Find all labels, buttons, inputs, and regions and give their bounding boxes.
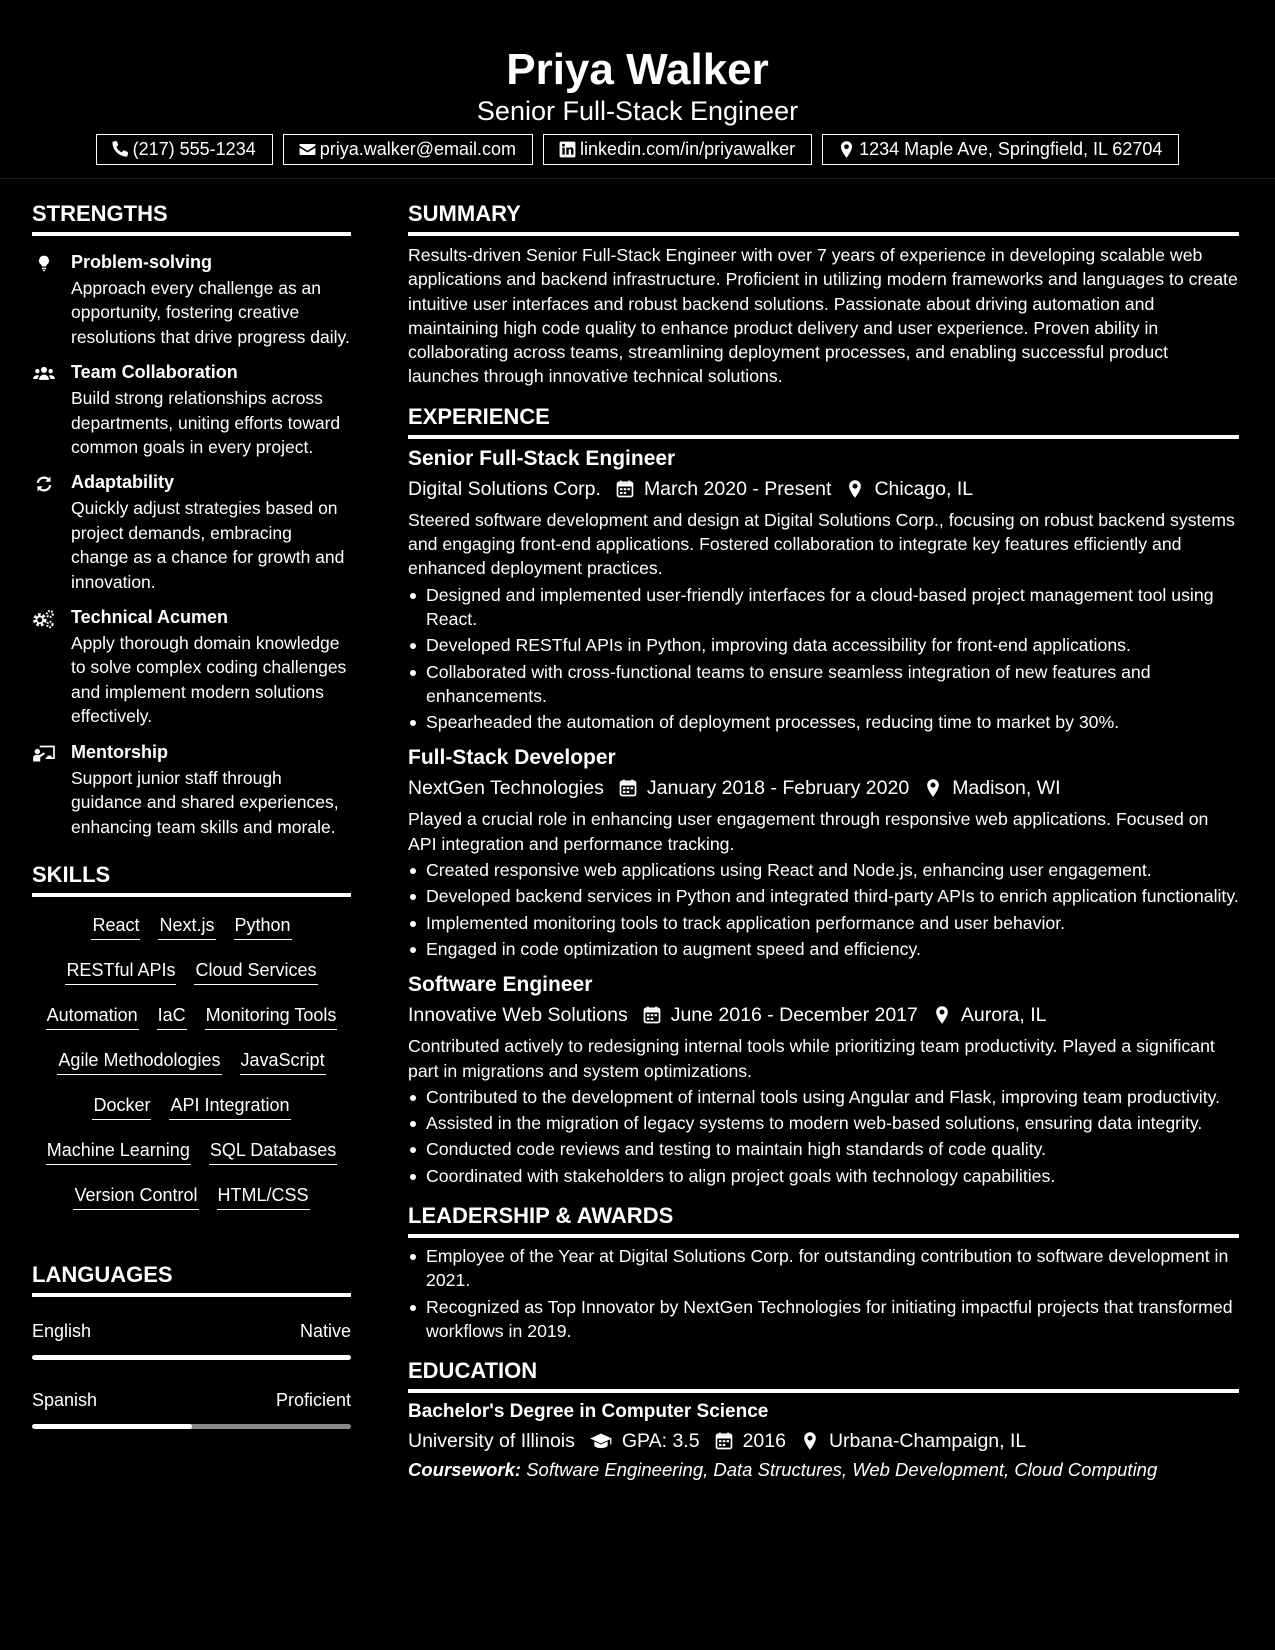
award-item: Employee of the Year at Digital Solutions Corp. for outstanding contribution to software development in 2021. [408, 1244, 1239, 1293]
job-dates: January 2018 - February 2020 [646, 777, 910, 800]
job-bullets [408, 858, 1239, 961]
skills-row [32, 913, 351, 958]
skills-row [32, 1093, 351, 1138]
map-pin-icon [923, 778, 943, 798]
language-item [32, 1319, 351, 1388]
language-bar [32, 1424, 351, 1429]
job-company: NextGen Technologies [408, 777, 604, 800]
envelope-icon [298, 140, 317, 159]
job-bullet: Engaged in code optimization to augment speed and efficiency. [408, 937, 1239, 961]
job-entry [408, 744, 1239, 961]
job-entry [408, 971, 1239, 1188]
linkedin-icon [558, 140, 577, 159]
calendar-icon [642, 1005, 662, 1025]
leadership-list [408, 1244, 1239, 1343]
map-pin-icon [837, 140, 856, 159]
job-description: Contributed actively to redesigning internal tools while prioritizing team productivity. Played a significant part in migrations and system optimizations. [408, 1036, 1215, 1081]
language-level: Proficient [275, 1389, 351, 1410]
experience-heading: EXPERIENCE [408, 403, 1239, 439]
job-bullet: Implemented monitoring tools to track application performance and user behavior. [408, 911, 1239, 935]
job-bullet: Developed RESTful APIs in Python, improving data accessibility for front-end applications. [408, 633, 1239, 657]
job-bullet: Created responsive web applications using React and Node.js, enhancing user engagement. [408, 858, 1239, 882]
language-bar [32, 1355, 351, 1360]
strength-item [32, 471, 351, 594]
skill-tag: IaC [157, 1003, 187, 1030]
summary-heading: SUMMARY [408, 200, 1239, 236]
job-bullets [408, 1085, 1239, 1188]
contact-address[interactable] [822, 134, 1179, 165]
strength-title: Mentorship [71, 741, 168, 762]
skill-tag: Monitoring Tools [205, 1003, 338, 1030]
candidate-title: Senior Full-Stack Engineer [476, 96, 799, 126]
phone-icon [111, 140, 130, 159]
job-dates: June 2016 - December 2017 [670, 1004, 918, 1027]
users-icon [32, 364, 56, 384]
gpa: GPA: 3.5 [621, 1430, 700, 1453]
language-bar-fill [32, 1424, 192, 1429]
skills-row [32, 1003, 351, 1048]
education-heading: EDUCATION [408, 1357, 1239, 1393]
award-item: Recognized as Top Innovator by NextGen Technologies for initiating impactful projects that transformed workflows in 2019. [408, 1295, 1239, 1344]
job-dates: March 2020 - Present [643, 477, 832, 500]
job-bullet: Conducted code reviews and testing to maintain high standards of code quality. [408, 1137, 1239, 1161]
left-column [32, 200, 351, 1457]
contact-email[interactable] [283, 134, 533, 165]
languages-list [32, 1319, 351, 1457]
contact-bar [0, 134, 1275, 165]
job-description: Played a crucial role in enhancing user engagement through responsive web applications. Focused on API integration and performance tracking. [408, 809, 1209, 854]
skill-tag: JavaScript [240, 1048, 326, 1075]
skill-tag: Cloud Services [194, 958, 317, 985]
contact-address-text: 1234 Maple Ave, Springfield, IL 62704 [859, 139, 1163, 159]
strength-item [32, 361, 351, 459]
job-company: Innovative Web Solutions [408, 1004, 628, 1027]
skill-tag: Python [234, 913, 292, 940]
strength-title: Problem-solving [71, 252, 213, 272]
cogs-icon [32, 609, 56, 629]
strength-title: Technical Acumen [71, 607, 229, 628]
chalkboard-teacher-icon [32, 744, 56, 764]
skills-heading: SKILLS [32, 861, 351, 897]
job-description: Steered software development and design at Digital Solutions Corp., focusing on robust backend systems and engaging front-end applications. Fostered collaboration to integrate key features efficiently and enhanced deployment practices. [408, 509, 1235, 579]
job-bullet: Developed backend services in Python and integrated third-party APIs to enrich application functionality. [408, 884, 1239, 908]
coursework-list: Software Engineering, Data Structures, Web Development, Cloud Computing [526, 1459, 1158, 1481]
job-bullet: Designed and implemented user-friendly interfaces for a cloud-based project management tool using React. [408, 583, 1239, 632]
skill-tag: HTML/CSS [217, 1183, 310, 1210]
education-entry [408, 1399, 1239, 1483]
language-bar-fill [32, 1355, 351, 1360]
graduation-year: 2016 [742, 1430, 786, 1453]
skill-tag: SQL Databases [209, 1138, 337, 1165]
job-bullet: Collaborated with cross-functional teams to ensure seamless integration of new features and enhancements. [408, 660, 1239, 709]
job-bullets [408, 583, 1239, 735]
contact-phone-text: (217) 555-1234 [132, 139, 256, 159]
map-pin-icon [800, 1431, 820, 1451]
strengths-heading: STRENGTHS [32, 200, 351, 236]
contact-linkedin-text: linkedin.com/in/priyawalker [580, 139, 796, 159]
strength-item [32, 606, 351, 729]
strength-text: Approach every challenge as an opportunity, fostering creative resolutions that drive progress daily. [71, 278, 350, 347]
language-name: Spanish [32, 1389, 98, 1410]
skill-tag: Automation [46, 1003, 139, 1030]
coursework-label: Coursework: [408, 1459, 522, 1481]
skill-tag: React [91, 913, 140, 940]
job-title: Full-Stack Developer [408, 746, 616, 770]
job-bullet: Spearheaded the automation of deployment processes, reducing time to market by 30%. [408, 710, 1239, 734]
calendar-icon [714, 1431, 734, 1451]
education-meta [408, 1427, 1239, 1455]
lightbulb-icon [32, 254, 56, 274]
job-bullet: Assisted in the migration of legacy systems to modern web-based solutions, ensuring data integrity. [408, 1111, 1239, 1135]
job-entry [408, 445, 1239, 735]
skills-row [32, 1048, 351, 1093]
strength-title: Adaptability [71, 472, 175, 493]
strength-item [32, 741, 351, 839]
job-location: Madison, WI [952, 777, 1061, 800]
degree-title: Bachelor's Degree in Computer Science [408, 1401, 769, 1423]
language-item [32, 1388, 351, 1457]
strength-title: Team Collaboration [71, 362, 238, 383]
contact-email-text: priya.walker@email.com [319, 139, 517, 159]
language-level: Native [299, 1320, 351, 1341]
job-title: Software Engineer [408, 973, 593, 997]
job-meta [408, 475, 1239, 503]
languages-heading: LANGUAGES [32, 1261, 351, 1297]
right-column [408, 200, 1239, 1483]
strength-text: Build strong relationships across departments, uniting efforts toward common goals in every project. [71, 388, 341, 458]
skill-tag: RESTful APIs [65, 958, 176, 985]
job-bullet: Contributed to the development of internal tools using Angular and Flask, improving team productivity. [408, 1085, 1239, 1109]
skills-list [32, 913, 351, 1228]
job-meta [408, 774, 1239, 802]
coursework [408, 1457, 1239, 1483]
summary-text: Results-driven Senior Full-Stack Engineer with over 7 years of experience in developing scalable web applications and backend infrastructure. Proficient in utilizing modern frameworks and languages to create intuitive user interfaces and robust backend solutions. Passionate about driving automation and maintaining high code quality to enhance product delivery and user experience. Proven ability in collaborating across teams, streamlining deployment processes, and enabling successful product launches through innovative technical solutions. [408, 245, 1238, 387]
calendar-icon [615, 479, 635, 499]
graduation-cap-icon [589, 1431, 613, 1451]
strength-text: Support junior staff through guidance and shared experiences, enhancing team skills and morale. [71, 767, 339, 837]
school-location: Urbana-Champaign, IL [828, 1430, 1027, 1453]
leadership-heading: LEADERSHIP & AWARDS [408, 1202, 1239, 1238]
strength-text: Quickly adjust strategies based on project demands, embracing change as a chance for growth and innovation. [71, 498, 345, 592]
job-title: Senior Full-Stack Engineer [408, 446, 676, 470]
skills-row [32, 1138, 351, 1183]
skill-tag: Machine Learning [46, 1138, 191, 1165]
job-location: Chicago, IL [874, 477, 974, 500]
strength-text: Apply thorough domain knowledge to solve complex coding challenges and implement modern solutions effectively. [71, 633, 347, 727]
contact-linkedin[interactable] [543, 134, 812, 165]
school-name: University of Illinois [408, 1430, 575, 1453]
job-company: Digital Solutions Corp. [408, 477, 601, 500]
candidate-name: Priya Walker [506, 45, 769, 94]
map-pin-icon [932, 1005, 952, 1025]
skill-tag: Agile Methodologies [57, 1048, 221, 1075]
language-name: English [32, 1320, 92, 1341]
sync-icon [32, 474, 56, 494]
skills-row [32, 958, 351, 1003]
job-meta [408, 1001, 1239, 1029]
skill-tag: API Integration [169, 1093, 290, 1120]
skill-tag: Next.js [158, 913, 215, 940]
job-location: Aurora, IL [960, 1004, 1047, 1027]
map-pin-icon [845, 479, 865, 499]
contact-phone[interactable] [96, 134, 273, 165]
skill-tag: Docker [92, 1093, 151, 1120]
skill-tag: Version Control [73, 1183, 198, 1210]
strength-item [32, 251, 351, 349]
skills-row [32, 1183, 351, 1228]
resume-header [0, 0, 1275, 179]
job-bullet: Coordinated with stakeholders to align project goals with technology capabilities. [408, 1164, 1239, 1188]
calendar-icon [618, 778, 638, 798]
